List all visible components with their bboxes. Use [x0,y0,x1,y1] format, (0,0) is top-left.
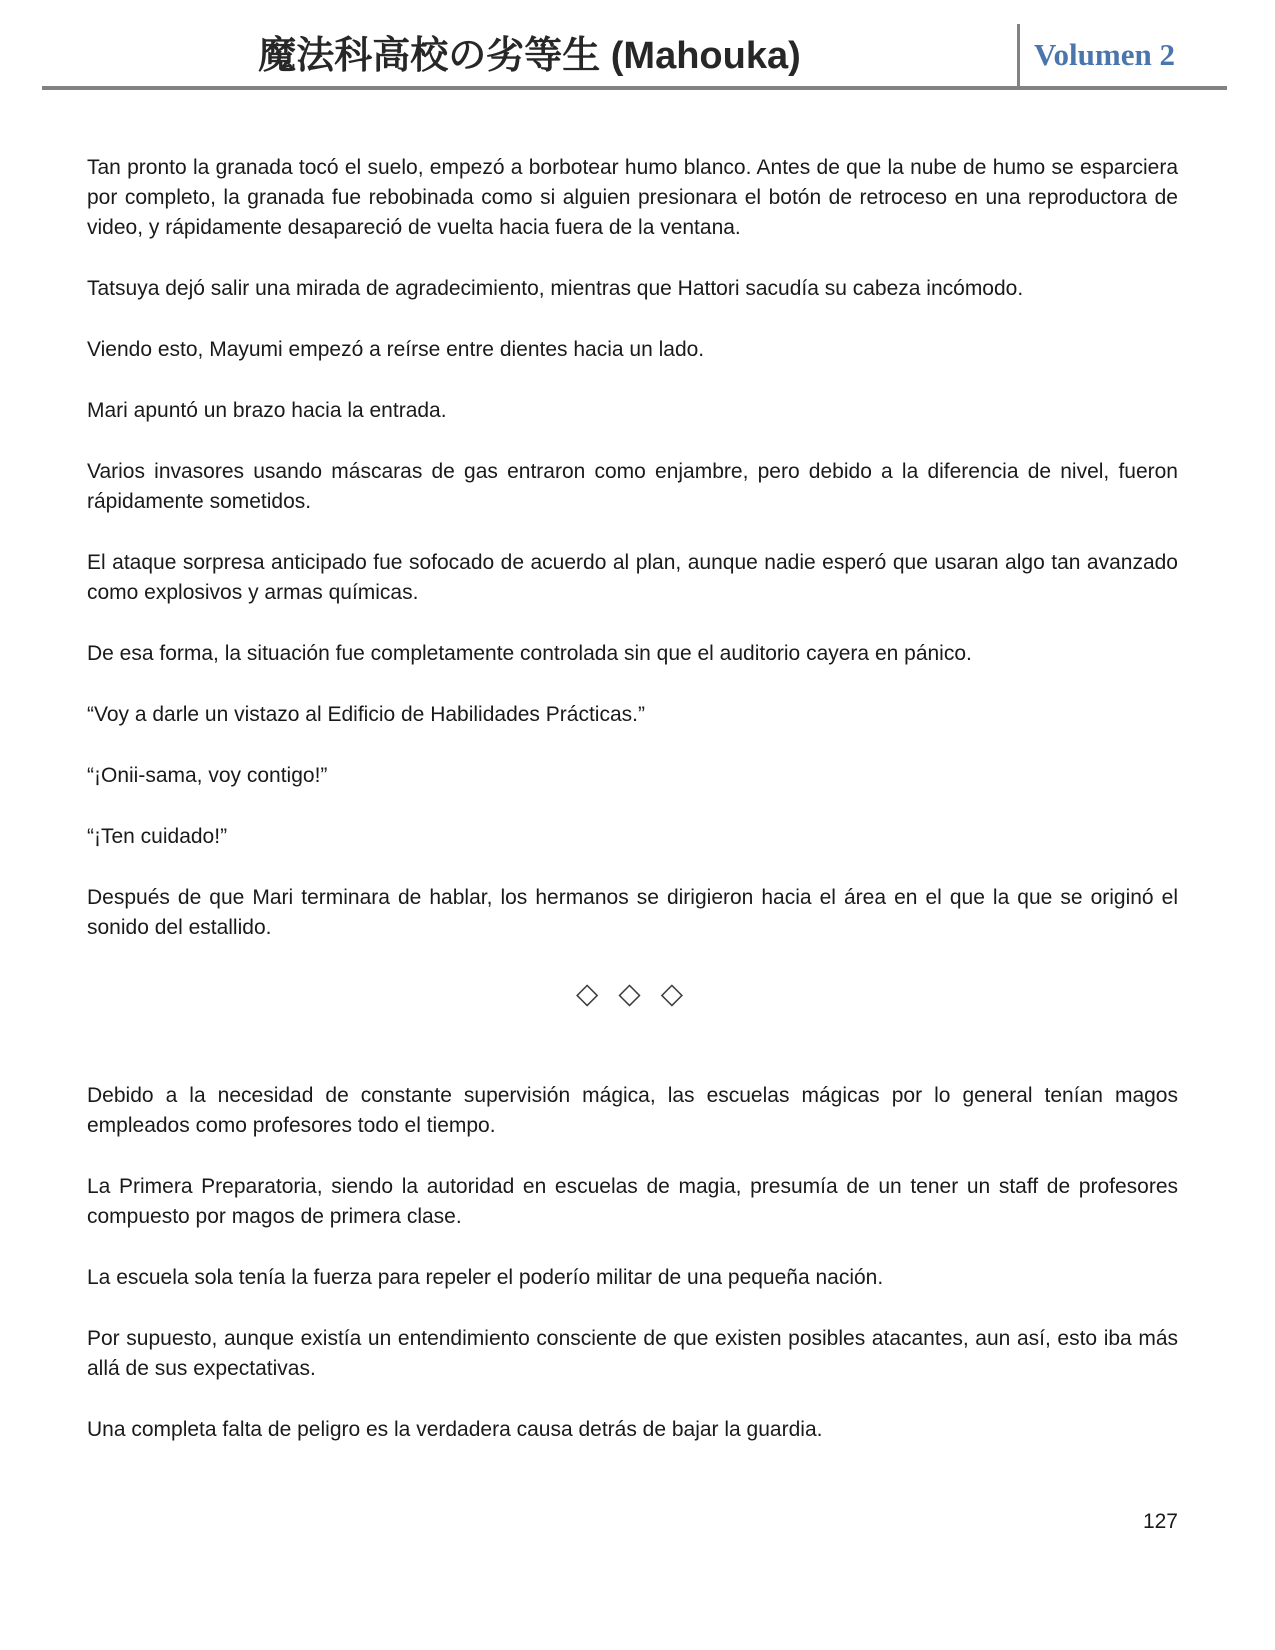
paragraph: La escuela sola tenía la fuerza para repeler el poderío militar de una pequeña nación. [87,1266,884,1289]
paragraph: “¡Onii-sama, voy contigo!” [87,764,328,787]
paragraph: “Voy a darle un vistazo al Edificio de Habilidades Prácticas.” [87,703,645,726]
paragraph: Debido a la necesidad de constante supervisión mágica, las escuelas mágicas por lo general tenían magos empleados como profesores todo el tiempo. [87,1084,1178,1137]
paragraph: Una completa falta de peligro es la verdadera causa detrás de bajar la guardia. [87,1418,823,1441]
header-row [42,0,1227,90]
paragraph: De esa forma, la situación fue completamente controlada sin que el auditorio cayera en pánico. [87,642,972,665]
page-title: 魔法科高校の劣等生 (Mahouka) [258,35,801,77]
volume-label: Volumen 2 [1017,24,1227,86]
paragraph: Después de que Mari terminara de hablar, los hermanos se dirigieron hacia el área en el que la que se originó el sonido del estallido. [87,886,1178,939]
paragraph: Mari apuntó un brazo hacia la entrada. [87,399,447,422]
paragraph: Tatsuya dejó salir una mirada de agradecimiento, mientras que Hattori sacudía su cabeza incómodo. [87,277,1024,300]
paragraph: Viendo esto, Mayumi empezó a reírse entre dientes hacia un lado. [87,338,705,361]
paragraph: El ataque sorpresa anticipado fue sofocado de acuerdo al plan, aunque nadie esperó que usaran algo tan avanzado como explosivos y armas químicas. [87,551,1178,604]
paragraph-group-top [87,153,1178,943]
scene-break-diamonds: ◇ ◇ ◇ [575,978,690,1010]
page-number: 127 [1142,1510,1178,1533]
body-text [87,90,1178,1537]
paragraph: Tan pronto la granada tocó el suelo, empezó a borbotear humo blanco. Antes de que la nube de humo se esparciera por completo, la granada fue rebobinada como si alguien presionara el botón de retroceso en una reproductora de video, y rápidamente desapareció de vuelta hacia fuera de la ventana. [87,156,1178,239]
paragraph: La Primera Preparatoria, siendo la autoridad en escuelas de magia, presumía de un tener un staff de profesores compuesto por magos de primera clase. [87,1175,1178,1228]
paragraph: “¡Ten cuidado!” [87,825,228,848]
paragraph-group-bottom [87,1081,1178,1445]
paragraph: Varios invasores usando máscaras de gas entraron como enjambre, pero debido a la diferencia de nivel, fueron rápidamente sometidos. [87,460,1178,513]
page-header [0,0,1275,90]
paragraph: Por supuesto, aunque existía un entendimiento consciente de que existen posibles atacantes, aun así, esto iba más allá de sus expectativas. [87,1327,1178,1380]
